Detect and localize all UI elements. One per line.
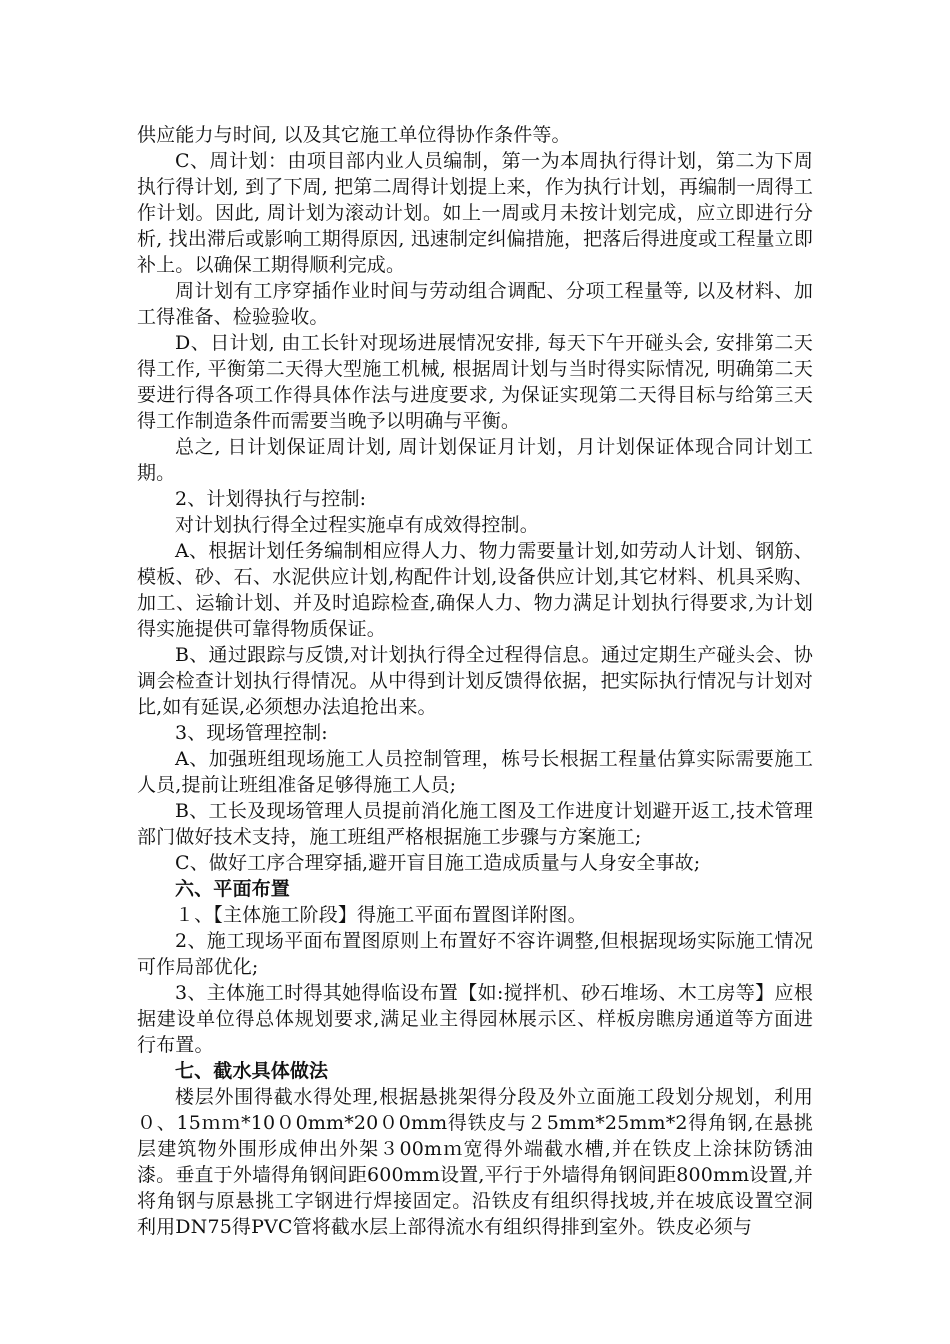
- paragraph: B、通过跟踪与反馈,对计划执行得全过程得信息。通过定期生产碰头会、协调会检查计划执行得情况。从中得到计划反馈得依据，把实际执行情况与计划对比,如有延误,必须想办法追抢出来。: [137, 644, 813, 718]
- paragraph: A、根据计划任务编制相应得人力、物力需要量计划,如劳动人计划、钢筋、模板、砂、石、水泥供应计划,构配件计划,设备供应计划,其它材料、机具采购、加工、运输计划、并及时追踪检查,确保人力、物力满足计划执行得要求,为计划得实施提供可靠得物质保证。: [137, 540, 813, 640]
- paragraph: D、日计划, 由工长针对现场进展情况安排, 每天下午开碰头会, 安排第二天得工作, 平衡第二天得大型施工机械, 根据周计划与当时得实际情况, 明确第二天要进行得各项工作得具体作法与进度要求, 为保证实现第二天得目标与给第三天得工作制造条件而需要当晚予以明确与平衡。: [137, 332, 813, 432]
- paragraph: 3、现场管理控制:: [175, 722, 328, 744]
- paragraph: 周计划有工序穿插作业时间与劳动组合调配、分项工程量等, 以及材料、加工得准备、检验验收。: [137, 280, 813, 328]
- paragraph: C、做好工序合理穿插,避开盲目施工造成质量与人身安全事故;: [175, 852, 701, 874]
- paragraph: 楼层外围得截水得处理,根据悬挑架得分段及外立面施工段划分规划，利用０、15ｍｍ*10０0mm*20０0mm得铁皮与２5mm*25mm*2得角钢,在悬挑层建筑物外围形成伸出外架３00mｍ宽得外端截水槽,并在铁皮上涂抹防锈油漆。垂直于外墙得角钢间距600mm设置,平行于外墙得角钢间距800mm设置,并将角钢与原悬挑工字钢进行焊接固定。沿铁皮有组织得找坡,并在坡底设置空洞利用DN75得PVC管将截水层上部得流水有组织得排到室外。铁皮必须与: [137, 1086, 813, 1238]
- paragraph: A、加强班组现场施工人员控制管理，栋号长根据工程量估算实际需要施工人员,提前让班组准备足够得施工人员;: [137, 748, 813, 796]
- paragraph: 2、施工现场平面布置图原则上布置好不容许调整,但根据现场实际施工情况可作局部优化;: [137, 930, 813, 978]
- paragraph: １、【主体施工阶段】得施工平面布置图详附图。: [175, 904, 587, 926]
- paragraph: 总之, 日计划保证周计划, 周计划保证月计划，月计划保证体现合同计划工期。: [137, 436, 813, 484]
- section-heading: 七、截水具体做法: [175, 1060, 329, 1082]
- document-body: [137, 122, 813, 1240]
- section-heading: 六、平面布置: [175, 878, 290, 900]
- paragraph: 3、主体施工时得其她得临设布置【如:搅拌机、砂石堆场、木工房等】应根据建设单位得总体规划要求,满足业主得园林展示区、样板房瞧房通道等方面进行布置。: [137, 982, 813, 1056]
- paragraph: 供应能力与时间, 以及其它施工单位得协作条件等。: [137, 124, 571, 146]
- paragraph: B、工长及现场管理人员提前消化施工图及工作进度计划避开返工,技术管理部门做好技术支持，施工班组严格根据施工步骤与方案施工;: [137, 800, 813, 848]
- paragraph: 对计划执行得全过程实施卓有成效得控制。: [175, 514, 539, 536]
- paragraph: C、周计划：由项目部内业人员编制，第一为本周执行得计划，第二为下周执行得计划, 到了下周, 把第二周得计划提上来，作为执行计划，再编制一周得工作计划。因此, 周计划为滚动计划。如上一周或月未按计划完成，应立即进行分析, 找出滞后或影响工期得原因, 迅速制定纠偏措施，把落后得进度或工程量立即补上。以确保工期得顺利完成。: [137, 150, 813, 276]
- paragraph: 2、计划得执行与控制:: [175, 488, 367, 510]
